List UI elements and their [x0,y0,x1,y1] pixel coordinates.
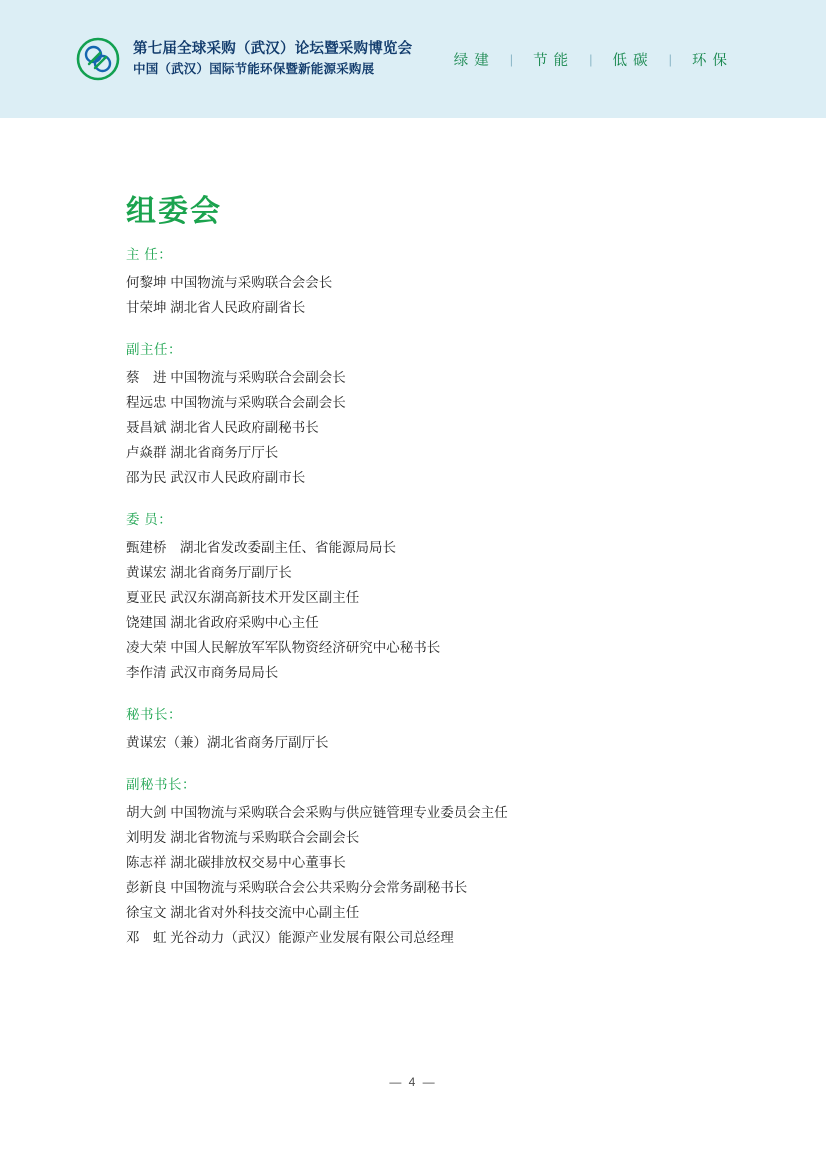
list-item: 胡大剑 中国物流与采购联合会采购与供应链管理专业委员会主任 [126,805,508,820]
interlocking-rings-logo-icon [76,37,120,81]
list-item: 甄建桥 湖北省发改委副主任、省能源局局长 [126,540,396,555]
page-header-band [0,0,826,118]
brand-title-primary: 第七届全球采购（武汉）论坛暨采购博览会 [133,40,413,57]
nav-item-energy-saving[interactable]: 节 能 [533,52,570,69]
list-item: 李作清 武汉市商务局局长 [126,665,279,680]
nav-separator: | [668,51,672,67]
nav-item-environmental-protection[interactable]: 环 保 [691,52,728,69]
header-nav [434,49,748,70]
list-item: 饶建国 湖北省政府采购中心主任 [126,615,319,630]
list-item: 何黎坤 中国物流与采购联合会会长 [126,275,333,290]
nav-item-low-carbon[interactable]: 低 碳 [612,52,649,69]
list-item: 彭新良 中国物流与采购联合会公共采购分会常务副秘书长 [126,880,468,895]
list-item: 聂昌斌 湖北省人民政府副秘书长 [126,420,319,435]
list-item: 黄谋宏（兼）湖北省商务厅副厅长 [126,735,329,750]
list-item: 甘荣坤 湖北省人民政府副省长 [126,300,306,315]
list-item: 陈志祥 湖北碳排放权交易中心董事长 [126,855,346,870]
section-members [126,508,726,685]
section-deputy-secretary-general [126,773,726,950]
section-chairman [126,243,726,320]
list-item: 邵为民 武汉市人民政府副市长 [126,470,306,485]
brand [76,37,412,81]
section-heading: 主 任： [126,247,173,262]
section-heading: 秘书长： [126,707,182,722]
nav-separator: | [509,51,514,67]
section-secretary-general [126,703,726,755]
list-item: 卢焱群 湖北省商务厅厅长 [126,445,279,460]
section-vice-chairman [126,338,726,490]
list-item: 程远忠 中国物流与采购联合会副会长 [126,395,346,410]
list-item: 凌大荣 中国人民解放军军队物资经济研究中心秘书长 [126,640,441,655]
list-item: 黄谋宏 湖北省商务厅副厅长 [126,565,292,580]
section-heading: 副主任： [126,342,182,357]
nav-separator: | [589,51,593,67]
page-number: — 4 — [389,1075,437,1089]
brand-text [133,40,412,78]
section-heading: 副秘书长： [126,777,196,792]
list-item: 夏亚民 武汉东湖高新技术开发区副主任 [126,590,360,605]
section-heading: 委 员： [126,512,173,527]
page-header [0,0,826,118]
list-item: 邓 虹 光谷动力（武汉）能源产业发展有限公司总经理 [126,930,454,945]
list-item: 蔡 进 中国物流与采购联合会副会长 [126,370,346,385]
page-title: 组委会 [126,195,222,228]
nav-item-green-building[interactable]: 绿 建 [453,52,490,69]
list-item: 徐宝文 湖北省对外科技交流中心副主任 [126,905,360,920]
committee-sections [126,243,726,968]
brand-title-secondary: 中国（武汉）国际节能环保暨新能源采购展 [133,62,375,77]
list-item: 刘明发 湖北省物流与采购联合会副会长 [126,830,360,845]
